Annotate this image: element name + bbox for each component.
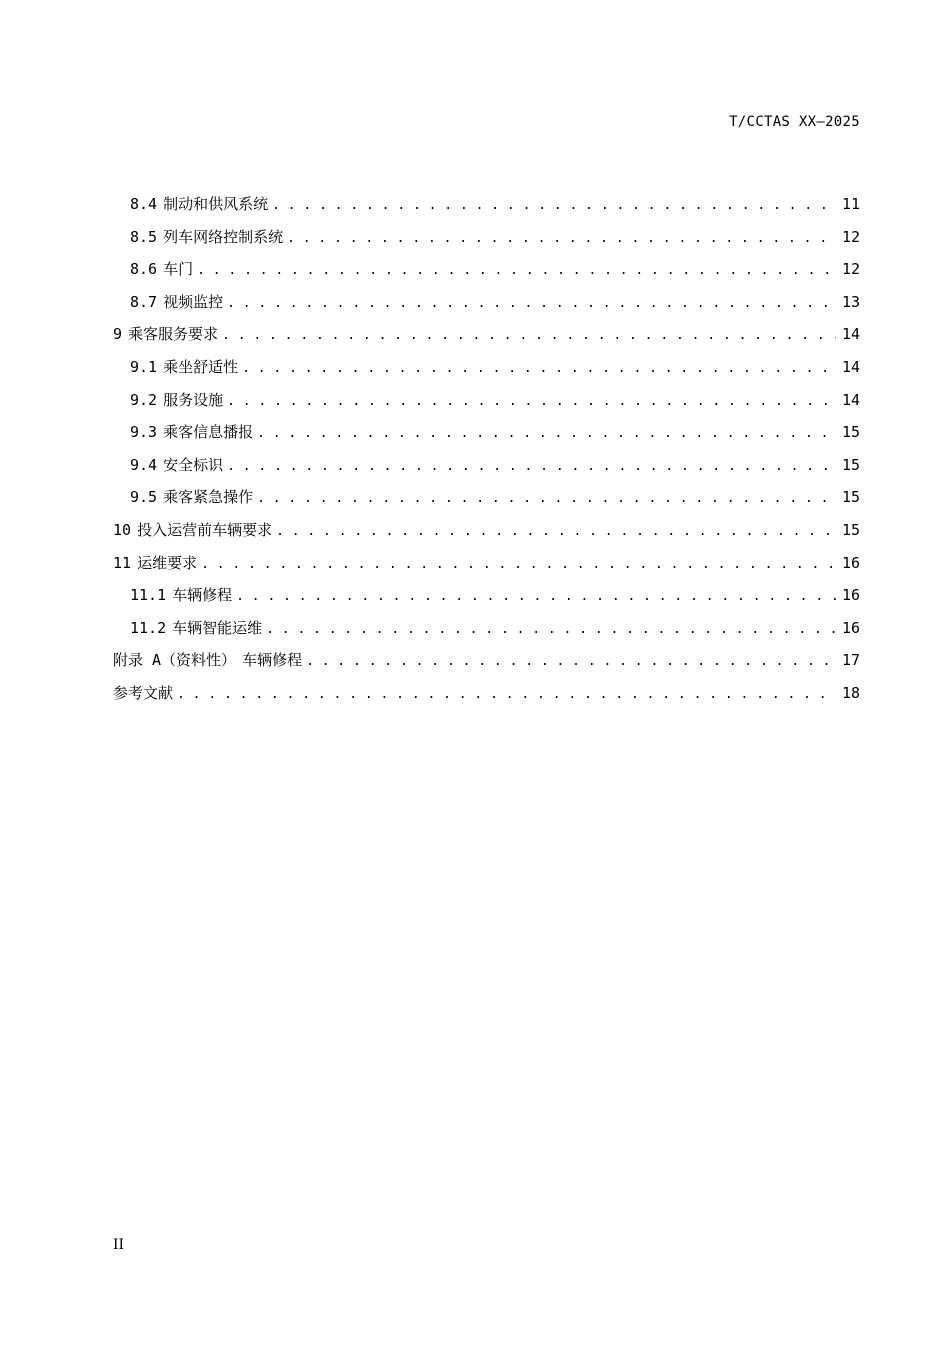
toc-entry-number: 11 (113, 553, 132, 572)
toc-dot-leader (236, 581, 836, 614)
toc-entry-9-4[interactable] (113, 449, 860, 482)
toc-entry-number: 9.4 (130, 455, 158, 474)
toc-entry-number: 9.3 (130, 423, 158, 442)
toc-entry-title: 车辆智能运维 (172, 618, 263, 637)
toc-dot-leader (276, 516, 836, 549)
toc-entry-page: 18 (841, 683, 860, 702)
toc-entry-number: 11.2 (130, 618, 167, 637)
toc-entry-title: 参考文献 (113, 683, 174, 702)
toc-entry-number: 附录 A（资料性） (113, 651, 237, 670)
toc-entry-references[interactable] (113, 677, 860, 710)
document-number-header: T/CCTAS XX—2025 (729, 114, 860, 130)
page-number-footer: II (113, 1237, 125, 1253)
toc-dot-leader (177, 679, 836, 712)
toc-entry-title: 制动和供风系统 (163, 195, 269, 213)
toc-entry-number: 9.1 (130, 357, 158, 376)
toc-entry-number: 11.1 (130, 586, 167, 605)
toc-entry-number: 8.4 (130, 195, 158, 213)
toc-entry-8-4[interactable] (113, 188, 860, 221)
toc-entry-page: 15 (841, 488, 860, 507)
toc-entry-title: 视频监控 (163, 292, 224, 311)
toc-dot-leader (257, 483, 836, 516)
toc-dot-leader (272, 190, 836, 223)
toc-entry-page: 13 (841, 292, 860, 311)
toc-entry-number: 8.7 (130, 292, 158, 311)
toc-entry-8-6[interactable] (113, 253, 860, 286)
toc-entry-11-1[interactable] (113, 579, 860, 612)
toc-entry-8-7[interactable] (113, 286, 860, 319)
toc-entry-page: 14 (841, 357, 860, 376)
toc-entry-title: 列车网络控制系统 (163, 227, 284, 246)
toc-entry-appendix-a[interactable] (113, 644, 860, 677)
toc-entry-number: 9 (113, 325, 123, 344)
toc-entry-title: 安全标识 (163, 455, 224, 474)
toc-entry-page: 17 (841, 651, 860, 670)
toc-entry-title: 乘客信息播报 (163, 423, 254, 442)
toc-dot-leader (227, 288, 836, 321)
toc-entry-title: 车辆修程 (242, 651, 303, 670)
toc-entry-number: 10 (113, 520, 132, 539)
toc-dot-leader (227, 451, 836, 484)
toc-entry-title: 乘客紧急操作 (163, 488, 254, 507)
toc-entry-page: 12 (841, 227, 860, 246)
toc-entry-page: 16 (841, 618, 860, 637)
toc-entry-11[interactable] (113, 547, 860, 580)
toc-entry-title: 车辆修程 (172, 586, 233, 605)
toc-entry-9[interactable] (113, 318, 860, 351)
toc-entry-number: 9.2 (130, 390, 158, 409)
toc-entry-page: 11 (841, 195, 860, 213)
toc-entry-number: 9.5 (130, 488, 158, 507)
toc-dot-leader (266, 614, 836, 647)
toc-entry-title: 运维要求 (137, 553, 198, 572)
toc-entry-title: 乘坐舒适性 (163, 357, 239, 376)
toc-dot-leader (197, 255, 836, 288)
toc-dot-leader (242, 353, 836, 386)
toc-entry-title: 服务设施 (163, 390, 224, 409)
toc-entry-9-1[interactable] (113, 351, 860, 384)
toc-entry-9-3[interactable] (113, 416, 860, 449)
toc-entry-9-2[interactable] (113, 384, 860, 417)
toc-entry-8-5[interactable] (113, 221, 860, 254)
toc-dot-leader (257, 418, 836, 451)
toc-entry-page: 14 (841, 390, 860, 409)
toc-entry-number: 8.5 (130, 227, 158, 246)
table-of-contents (113, 188, 860, 710)
toc-dot-leader (222, 320, 836, 353)
toc-entry-number: 8.6 (130, 260, 158, 279)
toc-entry-title: 乘客服务要求 (128, 325, 219, 344)
toc-dot-leader (201, 549, 836, 582)
toc-entry-page: 15 (841, 520, 860, 539)
toc-entry-9-5[interactable] (113, 481, 860, 514)
toc-entry-page: 14 (841, 325, 860, 344)
toc-entry-title: 车门 (163, 260, 194, 279)
toc-dot-leader (287, 223, 836, 256)
toc-entry-page: 16 (841, 553, 860, 572)
toc-entry-page: 15 (841, 455, 860, 474)
toc-entry-page: 12 (841, 260, 860, 279)
toc-entry-10[interactable] (113, 514, 860, 547)
toc-entry-11-2[interactable] (113, 612, 860, 645)
toc-entry-page: 15 (841, 423, 860, 442)
toc-dot-leader (227, 386, 836, 419)
toc-entry-title: 投入运营前车辆要求 (137, 520, 273, 539)
toc-dot-leader (306, 646, 836, 679)
toc-entry-page: 16 (841, 586, 860, 605)
